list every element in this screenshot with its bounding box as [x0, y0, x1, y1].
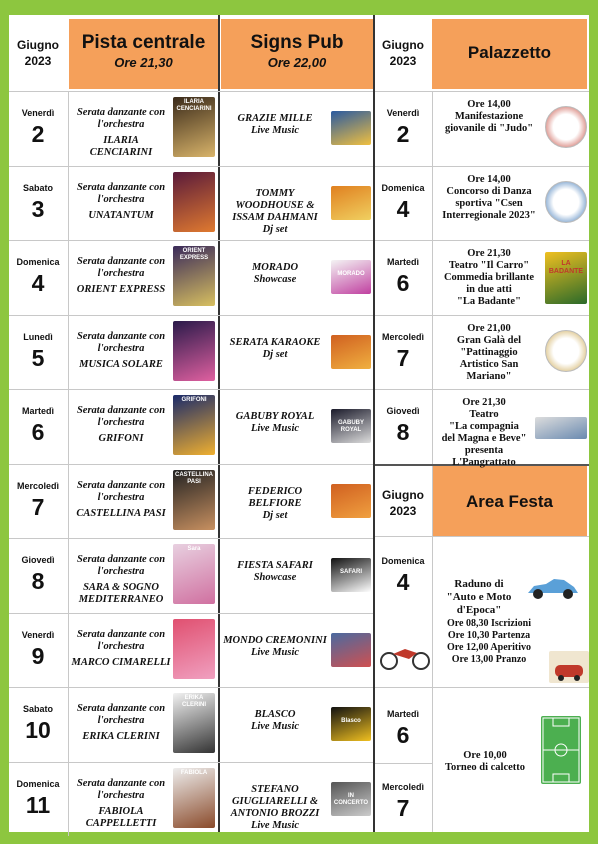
thumb-caption: IN CONCERTO — [333, 792, 369, 806]
af-row-line — [375, 687, 589, 688]
palazzetto-logo — [545, 106, 587, 148]
pub-title: Signs Pub — [250, 32, 344, 53]
pz-row-line — [375, 315, 589, 316]
palazzetto-image — [545, 252, 587, 304]
pista-title: Pista centrale — [81, 32, 206, 53]
pub-event: FEDERICO BELFIORE Dj set — [247, 485, 303, 521]
areafesta-title: Area Festa — [466, 492, 553, 511]
pub-event: GRAZIE MILLE Live Music — [237, 113, 313, 136]
af-row-line-2 — [375, 763, 433, 764]
pista-event: Serata danzante con l'orchestra FABIOLA CAPPELLETTI — [76, 777, 166, 829]
pista-event: Serata danzante con l'orchestra SARA & SOGNO MEDITERRANEO — [76, 554, 166, 605]
row-line — [9, 613, 373, 614]
fiat-poster-image — [549, 651, 589, 683]
thumb-caption: LA BADANTE — [548, 260, 584, 275]
pz-day-divider — [432, 91, 433, 166]
thumb-caption: ORIENT EXPRESS — [179, 248, 209, 261]
pista-artist-image — [173, 246, 215, 306]
pub-event-image — [331, 409, 371, 443]
pista-event: Serata danzante con l'orchestra ERIKA CLERINI — [76, 703, 166, 742]
thumb-caption: FABIOLA — [180, 769, 208, 776]
pista-time: Ore 21,30 — [114, 55, 173, 70]
pub-event: STEFANO GIUGLIARELLI & ANTONIO BROZZI Live Music — [230, 783, 320, 831]
palazzetto-day-6: Martedì 6 — [386, 257, 419, 296]
pub-event: GABUBY ROYAL Live Music — [235, 411, 315, 434]
palazzetto-event: Ore 21,30 Teatro "Il Carro" Commedia brillante in due atti "La Badante" — [443, 248, 535, 307]
pista-day-4: Domenica 4 — [16, 257, 60, 296]
pub-event-image — [331, 558, 371, 592]
af-day-divider — [432, 466, 433, 687]
palazzetto-logo — [545, 181, 587, 223]
day-col-divider — [68, 762, 69, 837]
pub-event-image — [331, 782, 371, 816]
pz-row-line — [375, 389, 589, 390]
day-col-divider — [68, 166, 69, 241]
pista-day-9: Venerdì 9 — [21, 629, 55, 669]
pista-day-10: Sabato 10 — [22, 704, 53, 743]
pub-event-image — [331, 707, 371, 741]
pub-event-image — [331, 260, 371, 294]
pista-day-11: Domenica 11 — [16, 778, 60, 818]
pista-artist-image — [173, 693, 215, 753]
pz-day-divider — [432, 315, 433, 390]
pista-day-6: Martedì 6 — [21, 406, 54, 445]
pista-artist-image — [173, 97, 215, 157]
day-col-divider — [68, 687, 69, 762]
pub-event-image — [331, 111, 371, 145]
vintage-motorcycle-image — [379, 639, 431, 671]
pista-header — [69, 32, 218, 72]
pz-day-divider — [432, 240, 433, 315]
row-line — [9, 91, 373, 92]
pz-day-divider — [432, 166, 433, 241]
pista-day-2: Venerdì 2 — [21, 108, 55, 147]
thumb-caption: ILARIA CENCIARINI — [176, 99, 212, 112]
row-line — [9, 464, 373, 465]
day-col-divider — [68, 315, 69, 390]
row-line — [9, 166, 373, 167]
pista-artist-image — [173, 768, 215, 828]
thumb-caption: GABUBY ROYAL — [337, 420, 364, 433]
month-header-areafesta: Giugno 2023 — [382, 488, 424, 518]
pista-event: Serata danzante con l'orchestra MARCO CIMARELLI — [71, 628, 171, 668]
palazzetto-day-2: Venerdì 2 — [386, 108, 420, 147]
pz-row-line — [375, 166, 589, 167]
thumb-caption: ERIKA CLERINI — [182, 695, 206, 708]
af-inner-divider — [432, 687, 433, 832]
pista-artist-image — [173, 544, 215, 604]
palazzetto-header — [432, 42, 587, 64]
palazzetto-day-7: Mercoledì 7 — [381, 331, 424, 371]
pista-day-5: Lunedì 5 — [23, 331, 53, 371]
palazzetto-title: Palazzetto — [467, 43, 552, 62]
day-col-divider — [68, 389, 69, 464]
row-line — [9, 389, 373, 390]
af-header-line — [375, 536, 589, 537]
pub-event: TOMMY WOODHOUSE & ISSAM DAHMANI Dj set — [232, 187, 318, 235]
pista-event: Serata danzante con l'orchestra ORIENT EXPRESS — [76, 256, 166, 295]
pz-row-line — [375, 91, 589, 92]
pista-artist-image — [173, 395, 215, 455]
pub-event: MORADO Showcase — [251, 262, 299, 285]
row-line — [9, 240, 373, 241]
palazzetto-event: Ore 21,00 Gran Galà del "Pattinaggio Artistico San Mariano" — [456, 322, 522, 382]
pz-day-divider — [432, 389, 433, 464]
pista-event: Serata danzante con l'orchestra UNATANTUM — [76, 181, 166, 221]
palazzetto-event: Ore 21,30 Teatro "La compagnia del Magna e Beve" presenta L'Pangrattato — [441, 397, 527, 468]
day-col-divider — [68, 91, 69, 166]
palazzetto-image — [535, 417, 587, 439]
pub-event-image — [331, 633, 371, 667]
pz-row-line — [375, 240, 589, 241]
thumb-caption: SAFARI — [339, 569, 362, 575]
row-line — [9, 315, 373, 316]
day-col-divider — [68, 464, 69, 539]
palazzetto-day-4: Domenica 4 — [381, 182, 425, 222]
pista-day-8: Giovedì 8 — [21, 555, 55, 594]
row-line — [9, 538, 373, 539]
pista-event: Serata danzante con l'orchestra GRIFONI — [76, 405, 166, 444]
pub-event: MONDO CREMONINI Live Music — [223, 634, 327, 658]
schedule-frame — [9, 15, 589, 832]
thumb-caption: MORADO — [337, 271, 365, 277]
af-day-7: Mercoledì 7 — [381, 782, 424, 821]
row-line — [9, 762, 373, 763]
thumb-caption: Blasco — [341, 718, 361, 724]
pista-artist-image — [173, 619, 215, 679]
pista-artist-image — [173, 470, 215, 530]
pub-event: FIESTA SAFARI Showcase — [237, 560, 313, 583]
pista-day-3: Sabato 3 — [22, 182, 53, 222]
pista-event: Serata danzante con l'orchestra MUSICA SOLARE — [76, 330, 166, 370]
month-header-left: Giugno 2023 — [17, 38, 59, 68]
pista-day-7: Mercoledì 7 — [16, 480, 59, 520]
pista-artist-image — [173, 321, 215, 381]
palazzetto-event: Ore 14,00 Concorso di Danza sportiva "Csen Interregionale 2023" — [442, 173, 536, 221]
pista-event: Serata danzante con l'orchestra ILARIA CENCIARINI — [76, 107, 166, 158]
af-torneo: Ore 10,00 Torneo di calcetto — [444, 750, 526, 773]
day-col-divider — [68, 538, 69, 613]
pub-event-image — [331, 484, 371, 518]
pista-artist-image — [173, 172, 215, 232]
pista-event: Serata danzante con l'orchestra CASTELLINA PASI — [76, 479, 166, 519]
thumb-caption: GRIFONI — [181, 397, 207, 403]
divider-left — [218, 15, 220, 832]
football-field-image — [541, 716, 581, 784]
palazzetto-day-8: Giovedì 8 — [386, 406, 420, 445]
pub-time: Ore 22,00 — [267, 55, 327, 70]
thumb-caption: CASTELLINA PASI — [175, 471, 213, 485]
af-raduno: Raduno di "Auto e Moto d'Epoca" — [446, 578, 512, 616]
day-col-divider — [68, 240, 69, 315]
pub-header — [221, 32, 373, 72]
palazzetto-logo — [545, 330, 587, 372]
month-header-right: Giugno 2023 — [382, 38, 424, 68]
af-schedule: Ore 08,30 Iscrizioni Ore 10,30 Partenza Ore 12,00 Aperitivo Ore 13,00 Pranzo — [447, 618, 531, 665]
areafesta-header — [432, 491, 587, 513]
palazzetto-event: Ore 14,00 Manifestazione giovanile di "Judo" — [444, 99, 534, 134]
vintage-car-image — [524, 575, 581, 601]
pub-event-image — [331, 335, 371, 369]
thumb-caption: Sara — [187, 546, 201, 552]
day-col-divider — [68, 613, 69, 688]
pub-event-image — [331, 186, 371, 220]
af-day-6: Martedì 6 — [386, 709, 419, 748]
pub-event: SERATA KARAOKE Dj set — [229, 336, 321, 360]
pub-event: BLASCO Live Music — [250, 709, 300, 732]
row-line — [9, 687, 373, 688]
af-day-4: Domenica 4 — [381, 556, 425, 595]
